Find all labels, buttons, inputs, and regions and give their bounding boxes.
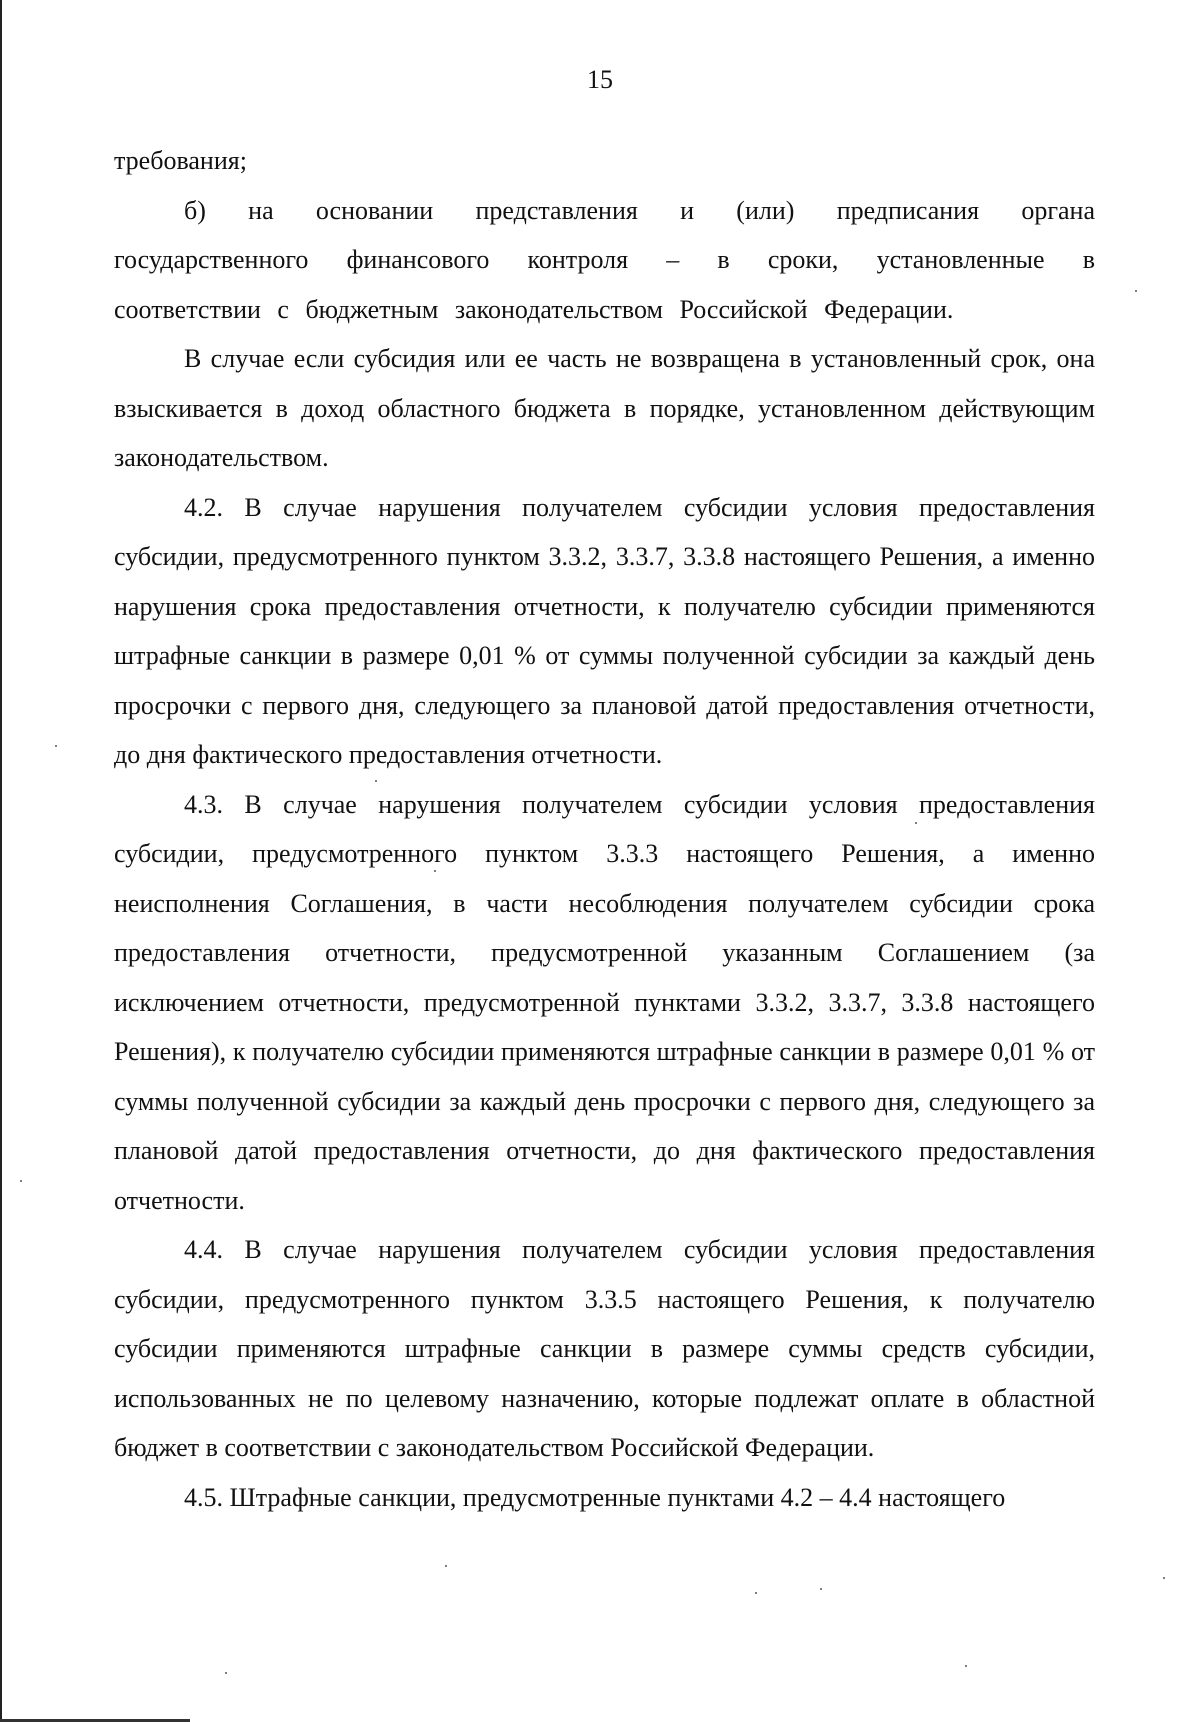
paragraph-item-b: б) на основании представления и (или) предписания органа государственного финансового контроля – в сроки, установленные в соответствии с бюджетным законодательством Российской Федерации. xyxy=(114,195,1095,324)
page-number: 15 xyxy=(587,65,613,94)
scan-speck xyxy=(1163,1577,1165,1579)
scan-speck xyxy=(434,870,436,872)
page-edge-line xyxy=(0,0,2,1722)
paragraph-4-5: 4.5. Штрафные санкции, предусмотренные пунктами 4.2 – 4.4 настоящего xyxy=(184,1482,1006,1512)
paragraph-continuation: требования; xyxy=(114,146,247,175)
paragraph-4-2: 4.2. В случае нарушения получателем субсидии условия предоставления субсидии, предусмотренного пунктом 3.3.2, 3.3.7, 3.3.8 настоящего Решения, а именно нарушения срока предоставления отчетности, к получателю субсидии применяются штрафные санкции в размере 0,01 % от суммы полученной субсидии за каждый день просрочки с первого дня, следующего за плановой датой предоставления отчетности, до дня фактического предоставления отчетности. xyxy=(114,492,1095,769)
scan-speck xyxy=(965,1665,967,1667)
scan-speck xyxy=(755,1592,757,1594)
scan-speck xyxy=(1135,290,1137,292)
paragraph-collection: В случае если субсидия или ее часть не возвращена в установленный срок, она взыскивается в доход областного бюджета в порядке, установленном действующим законодательством. xyxy=(114,344,1095,472)
paragraph-4-3: 4.3. В случае нарушения получателем субсидии условия предоставления субсидии, предусмотренного пунктом 3.3.3 настоящего Решения, а именно неисполнения Соглашения, в части несоблюдения получателем субсидии срока предоставления отчетности, предусмотренной указанным Соглашением (за исключением отчетности, предусмотренной пунктами 3.3.2, 3.3.7, 3.3.8 настоящего Решения), к получателю субсидии применяются штрафные санкции в размере 0,01 % от суммы полученной субсидии за каждый день просрочки с первого дня, следующего за плановой датой предоставления отчетности, до дня фактического предоставления отчетности. xyxy=(114,789,1095,1215)
scan-speck xyxy=(20,1180,22,1182)
scan-speck xyxy=(375,780,377,782)
scan-speck xyxy=(820,1588,822,1590)
scan-speck xyxy=(55,745,57,747)
scan-speck xyxy=(915,822,917,824)
paragraph-4-4: 4.4. В случае нарушения получателем субсидии условия предоставления субсидии, предусмотренного пунктом 3.3.5 настоящего Решения, к получателю субсидии применяются штрафные санкции в размере суммы средств субсидии, использованных не по целевому назначению, которые подлежат оплате в областной бюджет в соответствии с законодательством Российской Федерации. xyxy=(114,1235,1095,1462)
document-body xyxy=(114,136,1095,1522)
scan-speck xyxy=(445,1565,447,1567)
scan-speck xyxy=(225,1672,227,1674)
